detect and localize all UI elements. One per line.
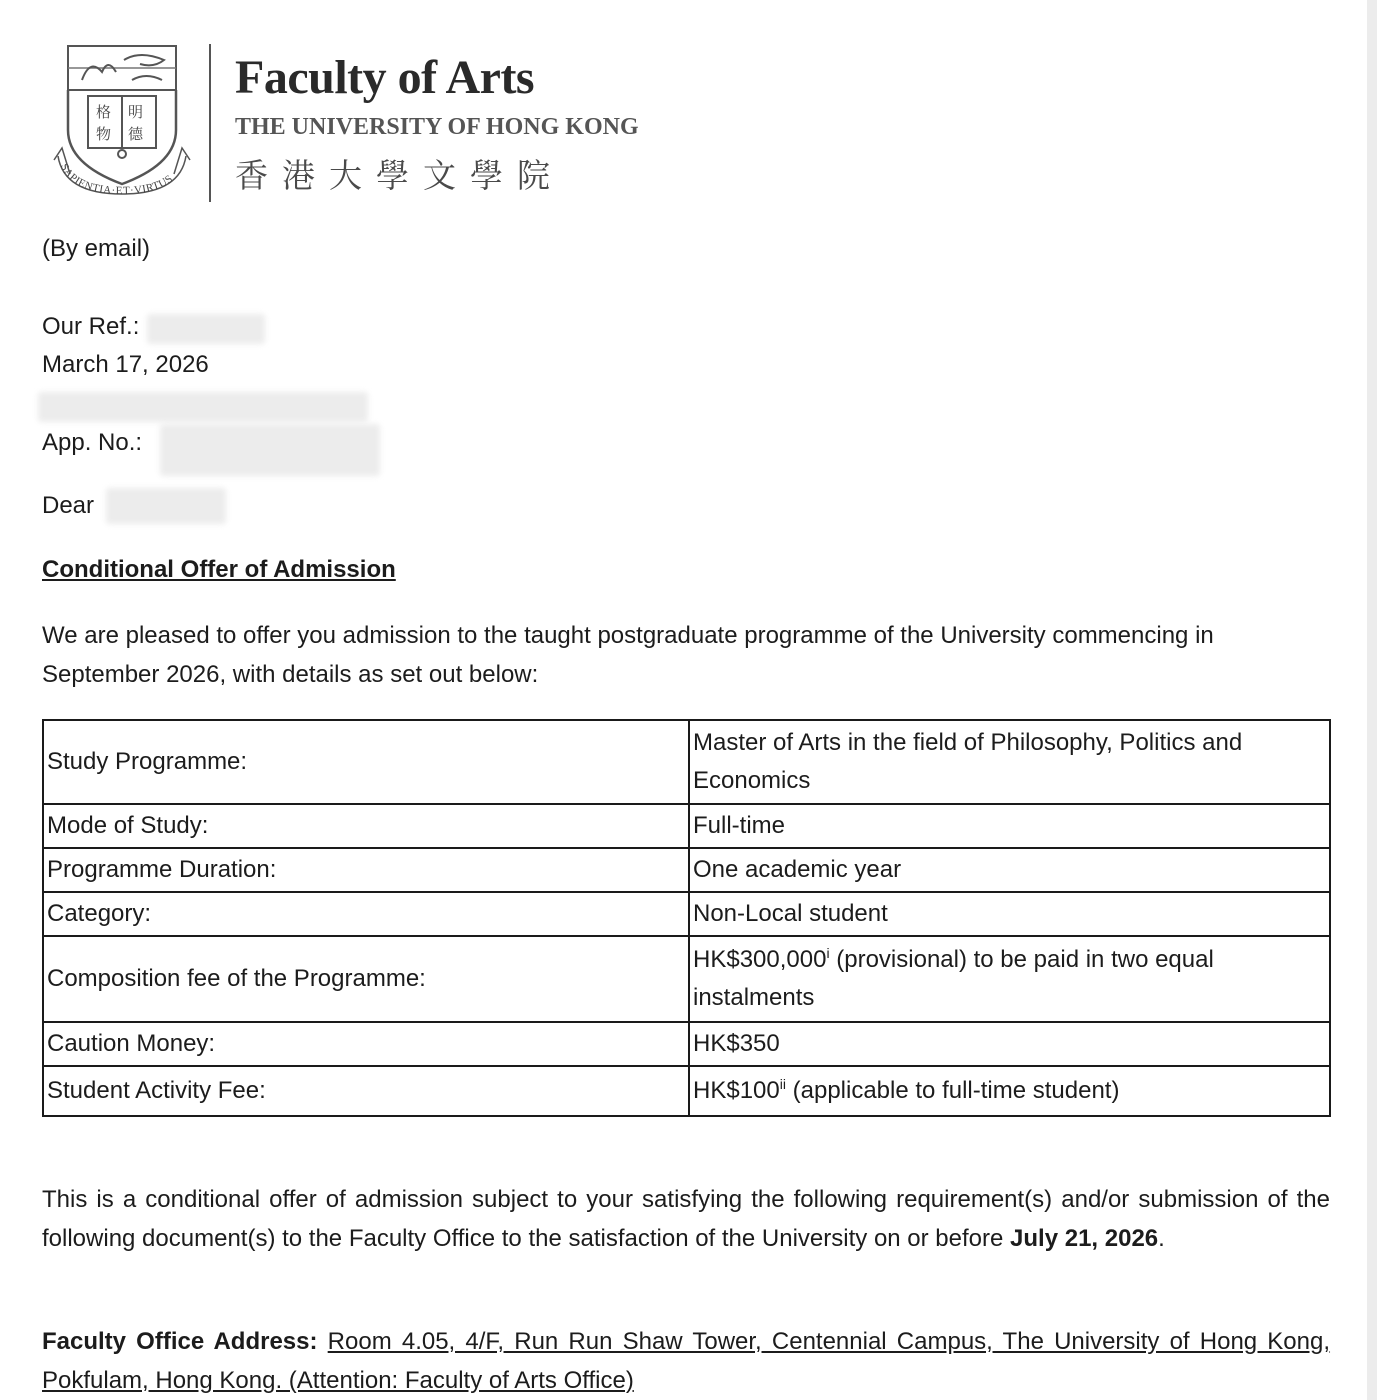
offer-details-table <box>42 719 1331 1117</box>
condition-end: . <box>1158 1224 1165 1252</box>
redacted-recipient <box>106 488 226 524</box>
crest-char-3: 物 <box>96 125 112 143</box>
chinese-name: 香港大學文學院 <box>235 156 564 195</box>
address-paragraph <box>42 1323 1330 1400</box>
faculty-title: Faculty of Arts <box>235 51 535 104</box>
fee-amount: HK$300,000 <box>693 945 827 973</box>
row-value: Master of Arts in the field of Philosophy, Politics and Economics <box>689 720 1330 804</box>
condition-text: This is a conditional offer of admission subject to your satisfying the following requirement(s) and/or submission of the following document(s) to the Faculty Office to the satisfaction of the University on or before <box>42 1186 1330 1252</box>
row-label: Composition fee of the Programme: <box>43 936 689 1022</box>
address-label: Faculty Office Address: <box>42 1328 318 1355</box>
table-row <box>43 936 1330 1022</box>
row-label: Programme Duration: <box>43 848 689 892</box>
redacted-name <box>38 392 368 422</box>
row-value: HK$350 <box>689 1022 1330 1066</box>
letter-date: March 17, 2026 <box>42 351 209 378</box>
deadline-date: July 21, 2026 <box>1010 1224 1159 1252</box>
letter-subject: Conditional Offer of Admission <box>42 556 396 583</box>
row-value: One academic year <box>689 848 1330 892</box>
row-value: Non-Local student <box>689 892 1330 936</box>
row-label: Mode of Study: <box>43 804 689 848</box>
fee-note: (applicable to full-time student) <box>785 1076 1120 1104</box>
table-row <box>43 1066 1330 1116</box>
table-row <box>43 892 1330 936</box>
table-row <box>43 804 1330 848</box>
footnote-marker: ii <box>779 1075 786 1092</box>
crest-char-4: 德 <box>128 125 144 143</box>
letterhead <box>52 44 692 204</box>
university-crest-icon <box>52 44 197 202</box>
redacted-ref <box>147 314 265 344</box>
row-value <box>689 936 1330 1022</box>
crest-motto: SAPIENTIA·ET·VIRTUS <box>57 161 176 198</box>
table-row <box>43 848 1330 892</box>
redacted-app-no <box>160 424 380 476</box>
footnote-marker: i <box>826 944 830 961</box>
our-ref-label: Our Ref.: <box>42 313 140 340</box>
table-row <box>43 1022 1330 1066</box>
university-name: THE UNIVERSITY OF HONG KONG <box>235 114 639 140</box>
table-row <box>43 720 1330 804</box>
fee-note: (provisional) to be paid in two equal instalments <box>693 945 1214 1011</box>
fee-amount: HK$100 <box>693 1076 780 1104</box>
row-value <box>689 1066 1330 1116</box>
row-value: Full-time <box>689 804 1330 848</box>
salutation: Dear <box>42 492 95 519</box>
crest-char-1: 格 <box>96 103 112 121</box>
crest-char-2: 明 <box>128 103 144 121</box>
row-label: Student Activity Fee: <box>43 1066 689 1116</box>
page-edge <box>1367 0 1377 1400</box>
condition-paragraph <box>42 1181 1330 1258</box>
row-label: Caution Money: <box>43 1022 689 1066</box>
intro-paragraph: We are pleased to offer you admission to the taught postgraduate programme of the University commencing in September 2026, with details as set out below: <box>42 622 1214 688</box>
delivery-method: (By email) <box>42 235 151 262</box>
office-address: Room 4.05, 4/F, Run Run Shaw Tower, Centennial Campus, The University of Hong Kong, Pokfulam, Hong Kong. (Attention: Faculty of Arts Office) <box>42 1328 1331 1394</box>
row-label: Study Programme: <box>43 720 689 804</box>
app-no-label: App. No.: <box>42 429 143 456</box>
row-label: Category: <box>43 892 689 936</box>
header-divider <box>209 44 211 202</box>
